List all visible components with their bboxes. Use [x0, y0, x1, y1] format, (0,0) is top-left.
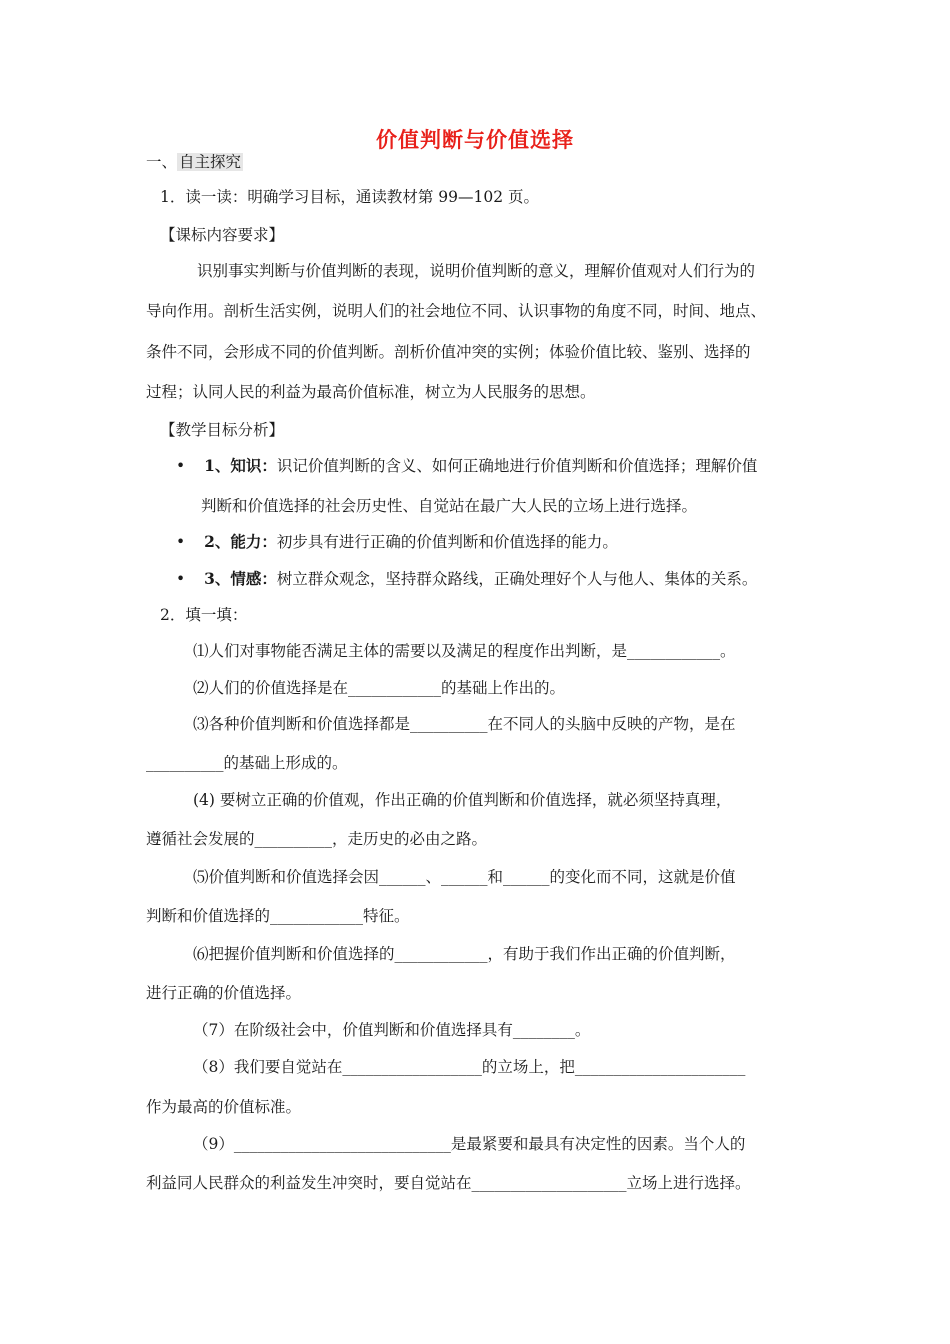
goal-label: 1、知识：	[204, 456, 277, 475]
bullet-icon: •	[176, 570, 186, 588]
standards-heading: 【课标内容要求】	[160, 226, 285, 244]
section-heading	[146, 151, 243, 173]
standards-line: 条件不同，会形成不同的价值判断。剖析价值冲突的实例；体验价值比较、鉴别、选择的	[146, 343, 751, 361]
fill-line: 判断和价值选择的____________特征。	[146, 907, 410, 925]
goal-item	[176, 568, 757, 590]
fill-line: 遵循社会发展的__________，走历史的必由之路。	[146, 830, 488, 848]
fill-line: （7）在阶级社会中，价值判断和价值选择具有________。	[193, 1021, 591, 1039]
fill-line: ⑹把握价值判断和价值选择的____________，有助于我们作出正确的价值判断，	[193, 945, 736, 963]
item-fill: 2．填一填：	[160, 606, 248, 624]
goal-item	[176, 455, 757, 477]
fill-line: ⑶各种价值判断和价值选择都是__________在不同人的头脑中反映的产物，是在	[193, 715, 736, 733]
fill-line: ⑴人们对事物能否满足主体的需要以及满足的程度作出判断，是____________。	[193, 642, 736, 660]
fill-line: 作为最高的价值标准。	[146, 1098, 302, 1116]
fill-line: ⑵人们的价值选择是在____________的基础上作出的。	[193, 679, 566, 697]
fill-line: __________的基础上形成的。	[146, 754, 348, 772]
document-title: 价值判断与价值选择	[376, 127, 574, 152]
fill-line: （9）____________________________是最紧要和最具有决定性的因素。当个人的	[193, 1135, 746, 1153]
section-number: 一、	[146, 153, 178, 171]
fill-line: (4) 要树立正确的价值观，作出正确的价值判断和价值选择，就必须坚持真理，	[193, 791, 732, 809]
goal-text-continued: 判断和价值选择的社会历史性、自觉站在最广大人民的立场上进行选择。	[201, 497, 698, 515]
goal-label: 2、能力：	[204, 532, 277, 551]
fill-line: ⑸价值判断和价值选择会因______、______和______的变化而不同，这就是价值	[193, 868, 736, 886]
fill-line: 进行正确的价值选择。	[146, 984, 302, 1002]
standards-line: 识别事实判断与价值判断的表现，说明价值判断的意义，理解价值观对人们行为的	[197, 262, 756, 280]
goals-heading: 【教学目标分析】	[160, 421, 285, 439]
goal-text: 初步具有进行正确的价值判断和价值选择的能力。	[276, 533, 618, 551]
section-label: 自主探究	[179, 153, 242, 171]
fill-line: 利益同人民群众的利益发生冲突时，要自觉站在____________________立场上进行选择。	[146, 1174, 751, 1192]
standards-line: 过程；认同人民的利益为最高价值标准，树立为人民服务的思想。	[146, 383, 596, 401]
goal-text: 识记价值判断的含义、如何正确地进行价值判断和价值选择；理解价值	[276, 457, 758, 475]
goal-item	[176, 531, 618, 553]
item-read: 1．读一读：明确学习目标，通读教材第 99—102 页。	[160, 188, 540, 206]
goal-text: 树立群众观念，坚持群众路线，正确处理好个人与他人、集体的关系。	[276, 570, 758, 588]
bullet-icon: •	[176, 457, 186, 475]
goal-label: 3、情感：	[204, 569, 277, 588]
standards-line: 导向作用。剖析生活实例，说明人们的社会地位不同、认识事物的角度不同，时间、地点、	[146, 302, 767, 320]
bullet-icon: •	[176, 533, 186, 551]
fill-line: （8）我们要自觉站在__________________的立场上，把______________________	[193, 1058, 746, 1076]
